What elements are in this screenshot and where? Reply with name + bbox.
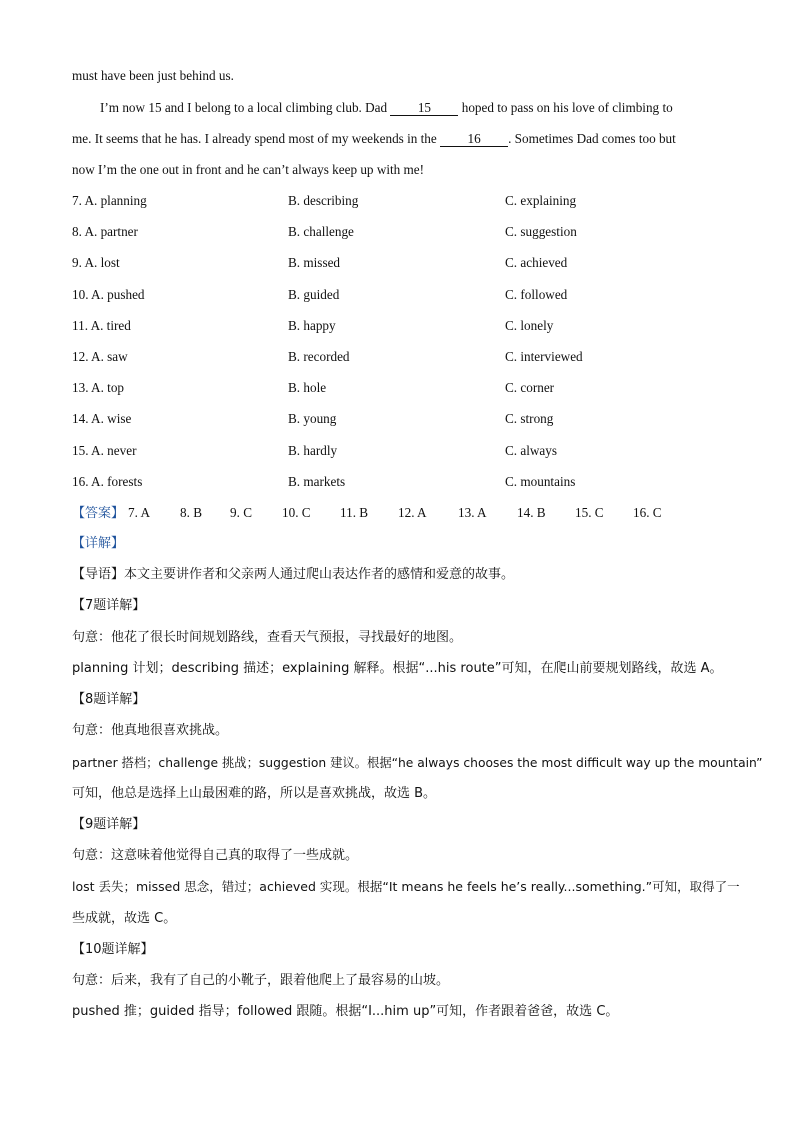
option-c: C. mountains xyxy=(505,473,576,489)
passage-text: me. It seems that he has. I already spend most of my weekends in the xyxy=(72,131,441,146)
question-heading: 【10题详解】 xyxy=(72,942,154,957)
explanation-text: 可知，他总是选择上山最困难的路，所以是喜欢挑战，故选 B。 xyxy=(72,786,437,801)
answer-item: 7. A xyxy=(128,505,150,520)
passage-line: now I’m the one out in front and he can’t always keep up with me! xyxy=(72,162,425,177)
option-b: B. guided xyxy=(288,286,340,302)
option-c: C. explaining xyxy=(505,193,577,208)
option-a: 16. A. forests xyxy=(72,473,143,489)
option-c: C. corner xyxy=(505,380,555,396)
option-b: B. challenge xyxy=(288,224,354,240)
option-b: B. recorded xyxy=(288,349,350,364)
explanation-text: 些成就，故选 C。 xyxy=(72,911,177,926)
option-b: B. describing xyxy=(288,193,359,208)
option-b: B. hardly xyxy=(288,442,338,458)
sentence-meaning: 句意：后来，我有了自己的小靴子，跟着他爬上了最容易的山坡。 xyxy=(72,973,450,988)
passage-text: . Sometimes Dad comes too but xyxy=(508,131,676,146)
explanation-text: partner 搭档；challenge 挑战；suggestion 建议。根据“he always chooses the most difficult way up the mountain” xyxy=(72,756,763,770)
answer-item: 14. B xyxy=(517,505,546,520)
answers-tag: 【答案】 xyxy=(72,506,125,521)
option-b: B. missed xyxy=(288,255,341,271)
passage-line xyxy=(72,131,676,147)
option-a: 8. A. partner xyxy=(72,224,138,240)
passage-line xyxy=(100,100,673,116)
answer-item: 8. B xyxy=(180,505,202,520)
option-b: B. hole xyxy=(288,380,327,396)
blank-15: 15 xyxy=(390,101,458,116)
option-c: C. suggestion xyxy=(505,224,577,240)
option-c: C. strong xyxy=(505,411,554,427)
option-a: 15. A. never xyxy=(72,442,137,458)
option-b: B. happy xyxy=(288,317,336,333)
question-heading: 【7题详解】 xyxy=(72,598,146,613)
answer-item: 9. C xyxy=(230,505,252,520)
answers-row xyxy=(72,505,662,522)
blank-16: 16 xyxy=(440,132,508,147)
passage-line: must have been just behind us. xyxy=(72,68,234,83)
question-heading: 【9题详解】 xyxy=(72,817,146,832)
option-a: 13. A. top xyxy=(72,380,125,396)
option-c: C. achieved xyxy=(505,255,568,271)
explanation-text: pushed 推；guided 指导；followed 跟随。根据“I...him up”可知，作者跟着爸爸，故选 C。 xyxy=(72,1004,619,1019)
option-c: C. interviewed xyxy=(505,349,583,364)
option-a: 14. A. wise xyxy=(72,411,132,427)
option-a: 9. A. lost xyxy=(72,255,120,271)
answer-item: 16. C xyxy=(633,505,662,520)
detail-heading: 【详解】 xyxy=(72,536,125,551)
option-c: C. followed xyxy=(505,286,568,302)
option-b: B. young xyxy=(288,411,337,427)
question-heading: 【8题详解】 xyxy=(72,692,146,707)
option-c: C. lonely xyxy=(505,317,554,333)
answer-item: 12. A xyxy=(398,505,427,520)
passage-text: hoped to pass on his love of climbing to xyxy=(458,100,673,115)
explanation-text: planning 计划；describing 描述；explaining 解释。根据“...his route”可知，在爬山前要规划路线，故选 A。 xyxy=(72,661,723,676)
option-b: B. markets xyxy=(288,473,346,489)
option-a: 7. A. planning xyxy=(72,193,147,208)
option-a: 12. A. saw xyxy=(72,349,128,364)
answer-item: 11. B xyxy=(340,505,369,520)
answer-item: 10. C xyxy=(282,505,311,520)
answer-item: 15. C xyxy=(575,505,604,520)
explanation-text: lost 丢失；missed 思念，错过；achieved 实现。根据“It means he feels he’s really...something.”可知，取得了一 xyxy=(72,879,740,894)
sentence-meaning: 句意：他花了很长时间规划路线，查看天气预报，寻找最好的地图。 xyxy=(72,630,463,645)
answer-item: 13. A xyxy=(458,505,487,520)
option-a: 11. A. tired xyxy=(72,317,131,333)
sentence-meaning: 句意：这意味着他觉得自己真的取得了一些成就。 xyxy=(72,848,359,863)
sentence-meaning: 句意：他真地很喜欢挑战。 xyxy=(72,723,229,738)
option-c: C. always xyxy=(505,442,558,458)
option-a: 10. A. pushed xyxy=(72,286,145,302)
intro-text: 【导语】本文主要讲作者和父亲两人通过爬山表达作者的感情和爱意的故事。 xyxy=(72,567,515,582)
passage-text: I’m now 15 and I belong to a local climbing club. Dad xyxy=(100,100,391,115)
